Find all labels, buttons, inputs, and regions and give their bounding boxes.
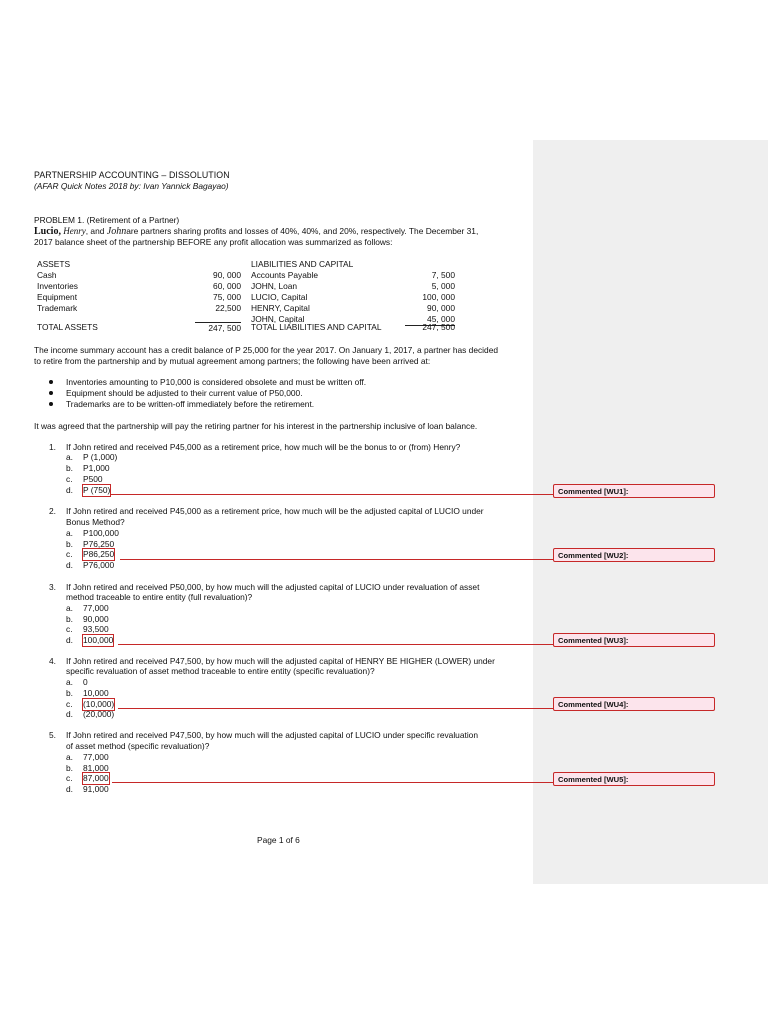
choice-value: P500: [83, 474, 103, 484]
question-text: If John retired and received P47,500, by how much will the adjusted capital of LUCIO under specific revaluation: [66, 730, 478, 740]
total-liabilities-value: 247, 500: [422, 322, 455, 332]
question-number: 3.: [49, 582, 56, 592]
question-number: 5.: [49, 730, 56, 740]
choice-value: P76,000: [83, 560, 115, 570]
liability-label: JOHN, Capital: [251, 314, 305, 324]
liability-label: LUCIO, Capital: [251, 292, 308, 302]
summary-line1: The income summary account has a credit balance of P 25,000 for the year 2017. On January 1, 2017, a partner has decided: [34, 345, 499, 355]
choice-value: P (1,000): [83, 452, 118, 462]
asset-value: 60, 000: [213, 281, 241, 291]
choice-letter: c.: [66, 474, 73, 484]
problem-heading: PROBLEM 1. (Retirement of a Partner): [34, 215, 180, 225]
question-text-cont: Bonus Method?: [66, 517, 125, 527]
choice-value-highlighted[interactable]: P (750): [83, 485, 111, 495]
question-text: If John retired and received P47,500, by how much will the adjusted capital of HENRY BE HIGHER (LOWER) under: [66, 656, 495, 666]
bullet-dot: [49, 391, 53, 395]
choice-letter: b.: [66, 614, 73, 624]
problem-intro-line2: 2017 balance sheet of the partnership BEFORE any profit allocation was summarized as follows:: [34, 237, 393, 247]
choice-value-highlighted[interactable]: 100,000: [83, 635, 114, 645]
choice-value: (20,000): [83, 709, 115, 719]
choice-value-highlighted[interactable]: P86,250: [83, 549, 115, 559]
problem-intro-line1: Lucio, Henry, and Johnare partners sharing profits and losses of 40%, 40%, and 20%, respectively. The December 31,: [34, 226, 479, 237]
agreement-text: It was agreed that the partnership will pay the retiring partner for his interest in the partnership inclusive of loan balance.: [34, 421, 478, 431]
bullet-dot: [49, 380, 53, 384]
liability-value: 90, 000: [427, 303, 455, 313]
choice-letter: c.: [66, 549, 73, 559]
choice-value: 0: [83, 677, 88, 687]
choice-value-highlighted[interactable]: 87,000: [83, 773, 109, 783]
question-text-cont: method traceable to entire entity (full revaluation)?: [66, 592, 253, 602]
comment-connector: [112, 782, 553, 783]
bullet-dot: [49, 402, 53, 406]
asset-label: Trademark: [37, 303, 78, 313]
comment-connector: [118, 708, 553, 709]
choice-letter: d.: [66, 709, 73, 719]
question-text: If John retired and received P45,000 as a retirement price, how much will be the bonus to or (from) Henry?: [66, 442, 461, 452]
comment-box[interactable]: Commented [WU4]:: [553, 697, 715, 711]
choice-value-highlighted[interactable]: (10,000): [83, 699, 115, 709]
choice-value: 77,000: [83, 752, 109, 762]
liability-value: 5, 000: [431, 281, 455, 291]
choice-letter: a.: [66, 528, 73, 538]
choice-value: 81,000: [83, 763, 109, 773]
choice-value: 93,500: [83, 624, 109, 634]
choice-letter: d.: [66, 560, 73, 570]
liability-value: 100, 000: [422, 292, 455, 302]
choice-letter: c.: [66, 624, 73, 634]
question-text: If John retired and received P50,000, by how much will the adjusted capital of LUCIO under revaluation of asset: [66, 582, 480, 592]
choice-value: 91,000: [83, 784, 109, 794]
choice-letter: c.: [66, 699, 73, 709]
bullet-item: Inventories amounting to P10,000 is considered obsolete and must be written off.: [66, 377, 367, 387]
comment-box[interactable]: Commented [WU5]:: [553, 772, 715, 786]
choice-letter: b.: [66, 763, 73, 773]
asset-value: 75, 000: [213, 292, 241, 302]
liabilities-header: LIABILITIES AND CAPITAL: [251, 259, 354, 269]
choice-letter: c.: [66, 773, 73, 783]
choice-value: 90,000: [83, 614, 109, 624]
liability-label: HENRY, Capital: [251, 303, 310, 313]
question-text-cont: of asset method (specific revaluation)?: [66, 741, 210, 751]
total-assets-value: 247, 500: [195, 322, 241, 334]
asset-value: 22,500: [215, 303, 241, 313]
choice-value: 10,000: [83, 688, 109, 698]
asset-label: Equipment: [37, 292, 78, 302]
liability-label: Accounts Payable: [251, 270, 319, 280]
partner-name-lucio: Lucio: [34, 226, 59, 237]
page-number: Page 1 of 6: [257, 835, 300, 845]
liability-label: JOHN, Loan: [251, 281, 298, 291]
comment-box[interactable]: Commented [WU3]:: [553, 633, 715, 647]
asset-label: Cash: [37, 270, 57, 280]
comment-connector: [120, 559, 553, 560]
choice-value: P100,000: [83, 528, 119, 538]
intro-rest: are partners sharing profits and losses of 40%, 40%, and 20%, respectively. The December 31,: [126, 226, 479, 236]
bullet-item: Trademarks are to be written-off immediately before the retirement.: [66, 399, 315, 409]
partner-name-henry: Henry: [63, 226, 86, 236]
choice-letter: d.: [66, 635, 73, 645]
asset-label: Inventories: [37, 281, 78, 291]
asset-value: 90, 000: [213, 270, 241, 280]
question-text-cont: specific revaluation of asset method traceable to entire entity (specific revaluation)?: [66, 666, 375, 676]
choice-value: 77,000: [83, 603, 109, 613]
comment-connector: [110, 494, 553, 495]
document-subtitle: (AFAR Quick Notes 2018 by: Ivan Yannick Bagayao): [34, 181, 229, 191]
total-assets-label: TOTAL ASSETS: [37, 322, 98, 332]
assets-header: ASSETS: [37, 259, 71, 269]
partner-name-john: John: [106, 226, 127, 237]
comment-box[interactable]: Commented [WU2]:: [553, 548, 715, 562]
choice-letter: b.: [66, 688, 73, 698]
choice-letter: b.: [66, 539, 73, 549]
choice-letter: a.: [66, 677, 73, 687]
question-number: 1.: [49, 442, 56, 452]
choice-value: P1,000: [83, 463, 110, 473]
choice-letter: b.: [66, 463, 73, 473]
choice-value: P76,250: [83, 539, 115, 549]
liability-value: 7, 500: [431, 270, 455, 280]
bullet-item: Equipment should be adjusted to their current value of P50,000.: [66, 388, 303, 398]
comment-connector: [118, 644, 553, 645]
summary-line2: to retire from the partnership and by mutual agreement among partners; the following have been arrived at:: [34, 356, 431, 366]
choice-letter: a.: [66, 752, 73, 762]
question-number: 4.: [49, 656, 56, 666]
question-text: If John retired and received P45,000 as a retirement price, how much will be the adjusted capital of LUCIO under: [66, 506, 484, 516]
choice-letter: d.: [66, 485, 73, 495]
document-title: PARTNERSHIP ACCOUNTING – DISSOLUTION: [34, 170, 230, 180]
comment-box[interactable]: Commented [WU1]:: [553, 484, 715, 498]
total-liabilities-label: TOTAL LIABILITIES AND CAPITAL: [251, 322, 382, 332]
liability-value: 45, 000: [405, 314, 455, 326]
choice-letter: a.: [66, 452, 73, 462]
choice-letter: a.: [66, 603, 73, 613]
choice-letter: d.: [66, 784, 73, 794]
question-number: 2.: [49, 506, 56, 516]
